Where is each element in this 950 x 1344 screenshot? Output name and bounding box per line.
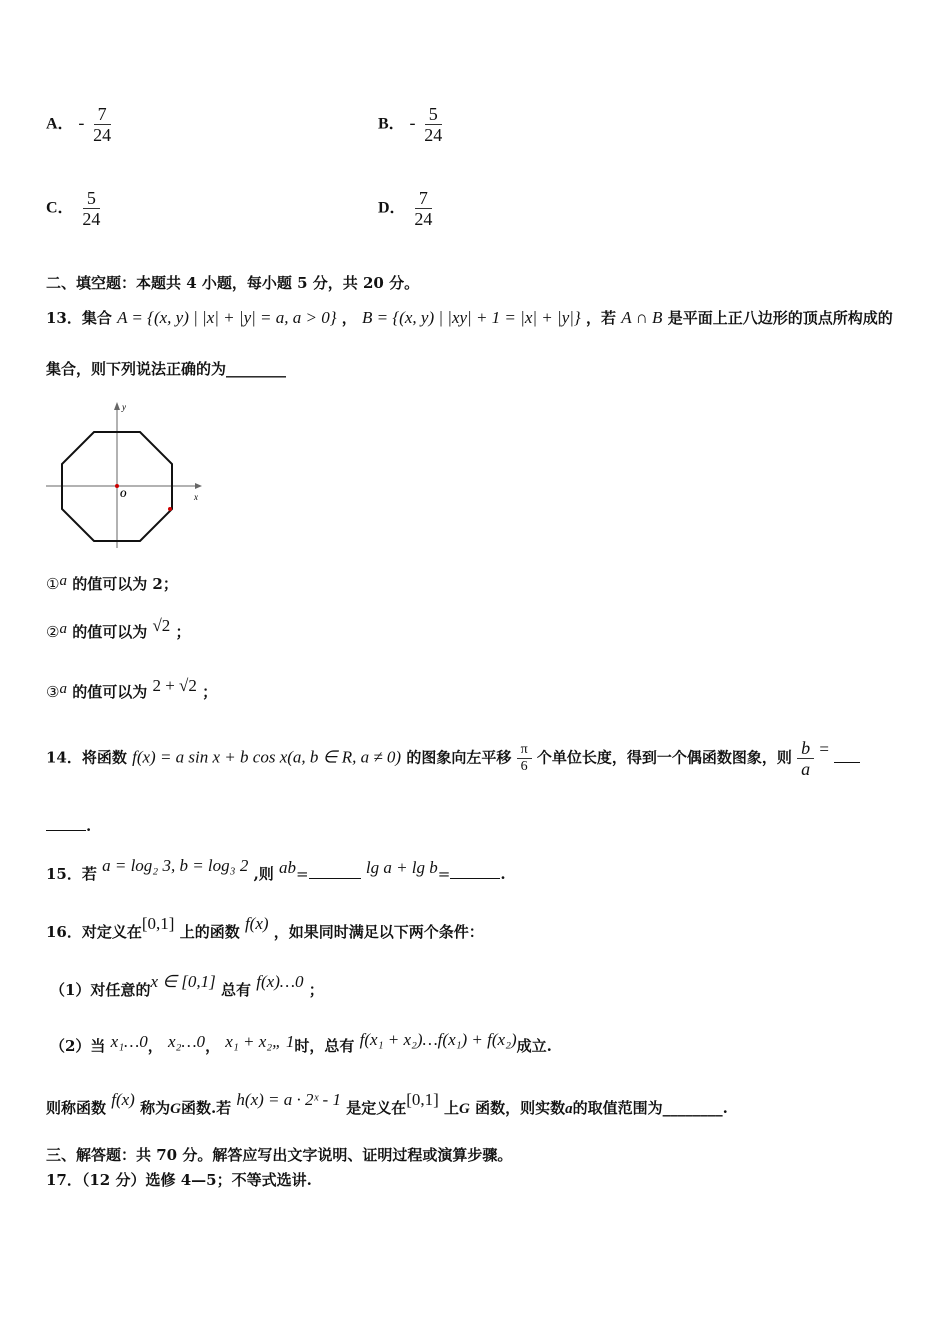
q13-statement-3 <box>46 676 217 702</box>
c1-text: 总有 <box>221 981 252 999</box>
option-a-label: A． <box>46 115 74 133</box>
q14-blank-1 <box>834 748 860 763</box>
fig-x-label: x <box>194 492 198 502</box>
q15-ab: ab <box>279 858 297 877</box>
s2-circle: ② <box>46 623 60 641</box>
option-a-fraction <box>89 104 115 145</box>
s3-circle: ③ <box>46 683 60 701</box>
q13-set-b: B = {(x, y) | |xy| + 1 = |x| + |y|} <box>362 308 581 327</box>
option-d-label: D． <box>378 199 406 217</box>
q13-cond-suffix: 是平面上正八边形的顶点所构成的 <box>667 309 893 327</box>
q13-line2: 集合，则下列说法正确的为________ <box>46 360 287 378</box>
option-b-den: 24 <box>424 125 443 145</box>
q17-text: 17．（12 分）选修 4—5；不等式选讲. <box>46 1171 312 1189</box>
q16-last-text1: 则称函数 <box>46 1099 107 1117</box>
q15-expression: a = log₂ 3, b = log₃ 2 <box>102 856 249 875</box>
q15-line <box>46 856 506 884</box>
section3-title: 三、解答题：共 70 分。解答应写出文字说明、证明过程或演算步骤。 <box>46 1146 513 1164</box>
s2-var: a <box>59 621 67 637</box>
option-d-den: 24 <box>414 209 433 229</box>
c2-c: x₁ + x₂„ 1 <box>225 1032 295 1051</box>
q13-line1 <box>46 307 893 328</box>
q16-condition-1 <box>50 972 324 1000</box>
q16-hx: h(x) = a · 2ˣ - 1 <box>236 1090 341 1109</box>
c2-b: x₂…0 <box>167 1032 206 1051</box>
q14-tail: . <box>86 817 92 835</box>
q14-b: b <box>797 738 814 759</box>
c1-expr: f(x)…0 <box>256 972 304 991</box>
s1-text: 的值可以为 2； <box>72 575 178 593</box>
q14-a: a <box>801 759 811 779</box>
option-a-num: 7 <box>94 104 111 125</box>
q16-fx: f(x) <box>244 914 269 933</box>
s3-text: 的值可以为 <box>72 683 148 701</box>
s3-value: 2 + √2 <box>152 676 197 695</box>
s2-value: √2 <box>152 616 171 635</box>
q16-last-text2: 称为 <box>140 1099 171 1117</box>
q16-last-fx: f(x) <box>111 1090 135 1109</box>
q13-intersection: A ∩ B <box>621 308 663 327</box>
y-axis-arrow <box>114 402 120 410</box>
q16-condition-2: （2）当 x₁…0， x₂…0， x₁ + x₂„ 1时，总有 f(x₁ + x₂)…f(x₁) + f(x₂)成立. <box>50 1030 552 1055</box>
s1-var: a <box>59 573 67 589</box>
q16-number: 16．对定义在 <box>46 923 142 941</box>
option-c-num: 5 <box>83 188 100 209</box>
option-c-den: 24 <box>82 209 101 229</box>
q16-last-text5: 上 <box>444 1099 460 1117</box>
q13-statement-2 <box>46 616 191 642</box>
q16-g-2: G <box>459 1101 470 1117</box>
q16-last-interval: [0,1] <box>406 1090 439 1109</box>
q13-statement-1 <box>46 573 178 594</box>
q13-number: 13．集合 <box>46 309 112 327</box>
q14-six: 6 <box>520 759 528 774</box>
c1-end: ； <box>308 981 324 999</box>
s3-var: a <box>59 681 67 697</box>
s1-circle: ① <box>46 575 60 593</box>
q16-text2: ，如果同时满足以下两个条件： <box>273 923 484 941</box>
c2-end: 成立. <box>516 1037 552 1055</box>
fig-y-label: y <box>122 402 126 412</box>
q15-blank-1 <box>309 864 361 879</box>
option-b <box>378 104 446 145</box>
q16-last-text3: 函数.若 <box>180 1099 232 1117</box>
vertex-dot <box>168 507 172 511</box>
option-d-num: 7 <box>415 188 432 209</box>
q16-last-text6: 函数，则实数 <box>475 1099 566 1117</box>
q16-last-text4: 是定义在 <box>346 1099 407 1117</box>
q14-function: f(x) = a sin x + b cos x(a, b ∈ R, a ≠ 0) <box>132 747 402 767</box>
option-a-sign: - <box>78 112 85 133</box>
q15-end: . <box>500 865 506 883</box>
q15-eq2: = <box>437 865 451 883</box>
q15-lg: lg a + lg b <box>365 858 438 877</box>
q15-eq1: = <box>296 865 309 883</box>
q16-a-var: a <box>565 1101 573 1117</box>
option-b-sign: - <box>409 112 416 133</box>
section2-title: 二、填空题：本题共 4 小题，每小题 5 分，共 20 分。 <box>46 274 420 292</box>
q13-comma: ， <box>341 309 357 327</box>
q14-number: 14．将函数 <box>46 748 127 767</box>
x-axis-arrow <box>195 483 202 489</box>
option-b-label: B． <box>378 115 405 133</box>
q14-line2 <box>46 816 91 835</box>
option-c-fraction <box>78 188 104 229</box>
q15-text1: ,则 <box>253 865 274 883</box>
q16-line1 <box>46 914 484 942</box>
option-b-fraction <box>420 104 446 145</box>
option-b-num: 5 <box>425 104 442 125</box>
origin-dot <box>115 484 119 488</box>
option-c <box>46 188 104 229</box>
c2-expr: f(x₁ + x₂)…f(x₁) + f(x₂) <box>359 1030 517 1049</box>
s2-end: ； <box>175 623 191 641</box>
q14-pi: π <box>517 742 532 759</box>
option-d-fraction <box>410 188 436 229</box>
q14-eq: = <box>819 739 829 759</box>
q13-cond-prefix: ，若 <box>585 309 616 327</box>
c2-label: （2）当 <box>50 1037 106 1055</box>
q14-blank-2 <box>46 816 86 831</box>
c1-cond: x ∈ [0,1] <box>150 972 216 991</box>
q14-text1: 的图象向左平移 <box>406 748 512 767</box>
q13-set-a: A = {(x, y) | |x| + |y| = a, a > 0} <box>117 308 337 327</box>
c1-label: （1）对任意的 <box>50 981 151 999</box>
q16-last-text7: 的取值范围为________. <box>572 1099 728 1117</box>
s2-text: 的值可以为 <box>72 623 148 641</box>
c2-a: x₁…0 <box>110 1032 148 1051</box>
q15-blank-2 <box>450 864 500 879</box>
q15-number: 15．若 <box>46 865 97 883</box>
option-d <box>378 188 436 229</box>
q14-ratio <box>797 738 814 779</box>
q16-text1: 上的函数 <box>179 923 240 941</box>
option-c-label: C． <box>46 199 74 217</box>
option-a-den: 24 <box>93 125 112 145</box>
octagon-figure <box>40 396 210 556</box>
q14-line1 <box>46 738 860 779</box>
q14-text2: 个单位长度，得到一个偶函数图象，则 <box>536 748 792 767</box>
q16-interval: [0,1] <box>141 914 175 933</box>
q16-conclusion <box>46 1090 728 1118</box>
option-a <box>46 104 115 145</box>
s3-end: ； <box>202 683 218 701</box>
q16-g-1: G <box>170 1101 181 1117</box>
fig-origin-label: O <box>120 489 127 499</box>
q14-shift-fraction <box>517 742 532 775</box>
c2-text: 时，总有 <box>294 1037 355 1055</box>
